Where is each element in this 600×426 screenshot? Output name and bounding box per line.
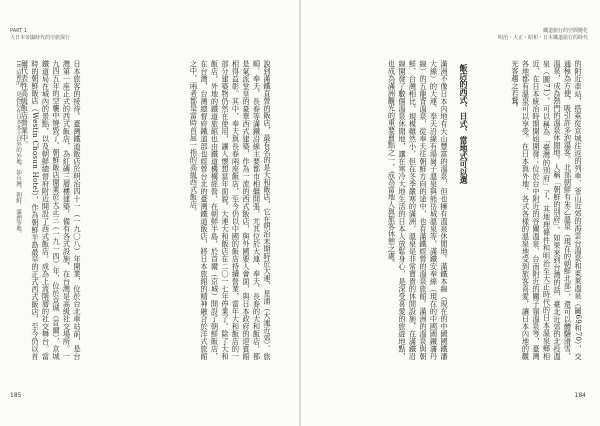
page-number: 184 <box>574 392 586 399</box>
left-page <box>0 0 299 426</box>
page-number: 185 <box>10 392 22 399</box>
chapter-title: 大日本帝國時代的空旅探行 <box>10 35 71 41</box>
section-label: 鐵道旅行的空間變化 <box>542 28 588 34</box>
body-paragraph: 滿洲不像日本內地有大山豐富的溫泉，但也擁有溫泉休閒地。滿鐵本線（現在的中國國鐵瀋大線）的大連、奉天沿線有湯崗子溫泉與熊岳城溫泉等，滿鐵安奉線（現在的中國國鐵瀋丹線）的五龍背溫泉，從奉天往朝鮮方向的途中，也有滿鐵經營的溫泉旅館。滿洲的溫泉與朝鮮、台灣相比，規模雖然小，但在冬季嚴寒的滿洲，溫泉是非常寶貴的休閒設施，在滿鐵沿線開發了數個溫泉休閒地，讓在寒冷大地生活的日本人放鬆身心，是深受喜愛的旅遊地點，也成為滿洲觀光的重要賣點之一，成為當地人與旅客休憩之處。 <box>387 60 449 360</box>
part-label: PART 1 <box>10 28 28 34</box>
footnote: 16 這裡的，是指位在日本本土以外的外地，如台灣、朝鮮、滿洲等地。 <box>15 60 21 237</box>
right-running-head <box>498 28 588 42</box>
body-paragraph: 說到滿鐵直營的飯店，最有名的是大和飯店，它在明治末期時於大連、星浦（大連近郊）、旅順、奉天、長春等滿鐵沿線主要都市相繼開張，尤其位於大連、奉天、長春的大和飯店，都是氣派堂皇的豪華西式建築，作為一流的西式飯店，與外國要人會面，與日本政府的迎賓館相得益彰。其中，奉天與長春兩座飯店，至今仍以中國的飯店持續營業，當年大和飯店的一部分建築物仍然在使用，讓人懷想當年面貌。大連大和飯店在二〇一七年停業了。除了大和飯店，外地的鐵道旅館也由鐵道機構經營，在朝鮮半島，於首爾（京城）開設了朝鮮飯店，在台灣，台灣總督府鐵道部也經營台北的臺灣鐵道飯店，將日本旅館的精神融合於洋式旅館之中，兩者都是當時首屈一指的高級西式飯店。 <box>189 60 272 360</box>
right-page <box>301 0 600 426</box>
book-subtitle: 明治・大正・昭和・日本鐵道旅行的時代 <box>497 35 588 41</box>
body-paragraph: 的附近車站，搭乘從京城往返的列車、釜山近郊的海雲台溫泉和東萊溫泉（圖69和70），交通極為方便，吸引許多泡湯客。北部朝鮮有朱乙溫泉（現在的朝鮮北部），還可以體驗滑雪、溫泉，成為熱門的溫泉休閒地。人稱「朝鮮的別府」。如果來到台灣的話，臺北近郊的北投溫泉（圖71），可以稱為「臺灣的別府」了，其地理條件和明治至大正時代的日本溫泉鄉相近，在日本統治時期開始開發；位於台中附近的谷關溫泉、台南附近的關子嶺溫泉等，臺灣各地都有溫泉可以享受。在日本與外地，各式各樣的溫泉地受到旅客喜愛，讓日本內地的觀光客趨之若鶩。 <box>511 60 583 360</box>
left-running-head <box>10 28 70 42</box>
section-heading: 飯店的西式、日式、當地式可以選 <box>459 64 468 184</box>
body-paragraph: 日本旅客的接待。臺灣鐵道飯店於明治四十一（一九〇八）年開業，位於台北車站前，是台灣第一座正式的西式飯店，為紅磚三層樓建築，備有各式設施，在台灣是高級社交場所。一九四五年的空襲中燒毀了。朝鮮飯店開業於大正三（一九一四）年，位於京城（首爾），京城鐵道局在城內的景點，以及朝鮮總督府附近開設了西式飯店，成為上流階層的社交舞台。當時的朝鮮飯店（Westin Chosun Hotel），作為朝鮮半島最早的正式西式飯店，至今仍以首爾代表性高級飯店營業中。 <box>20 60 82 360</box>
